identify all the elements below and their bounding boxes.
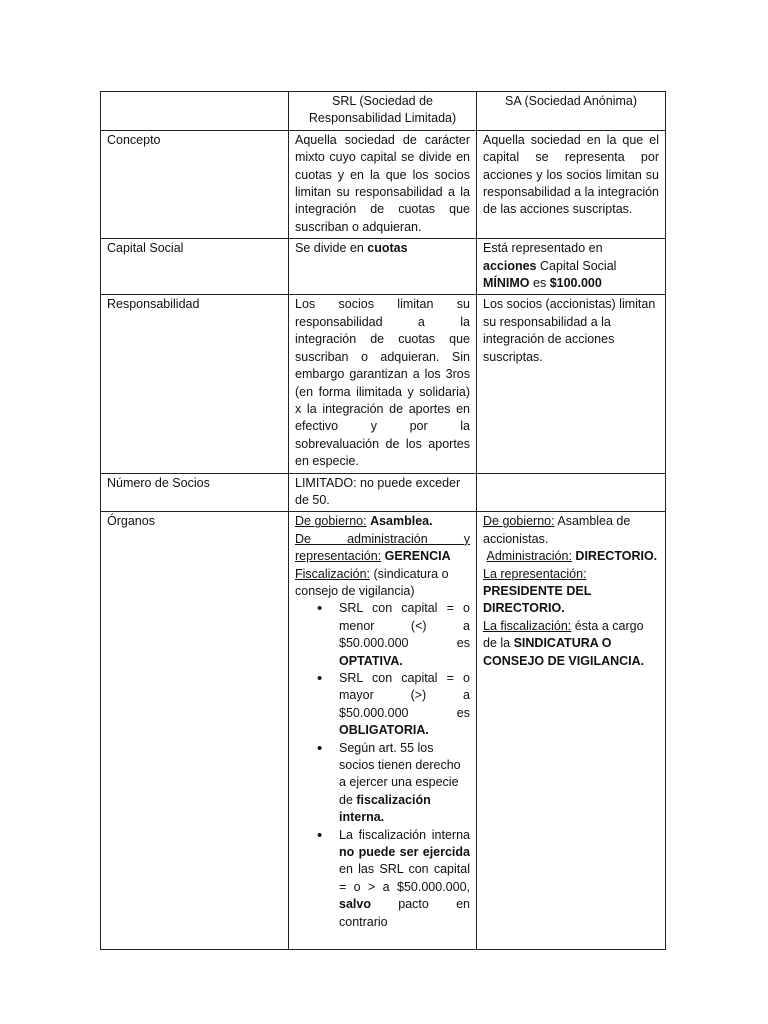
row-label-concepto: Concepto xyxy=(101,130,289,238)
table-row-organos xyxy=(101,512,666,950)
list-item xyxy=(339,670,470,740)
sa-representacion-label: La representación: xyxy=(483,566,587,581)
capital-sa xyxy=(477,239,666,295)
sa-fiscalizacion-label: La fiscalización: xyxy=(483,618,572,633)
row-label-socios: Número de Socios xyxy=(101,473,289,512)
header-cell-empty xyxy=(101,92,289,131)
socios-srl: LIMITADO: no puede exceder de 50. xyxy=(289,473,477,512)
responsabilidad-srl: Los socios limitan su responsabilidad a la integración de cuotas que suscriban o adquieran. Sin embargo garantizan a los 3ros (en forma ilimitada y solidaria) x la integración de aportes en efectivo y por la sobrevaluación de los aportes en especie. xyxy=(289,295,477,473)
bullet3-bold: fiscalización interna. xyxy=(339,792,431,825)
list-item xyxy=(339,600,470,670)
sa-gobierno xyxy=(483,513,659,548)
bullet4-bold1: no puede ser ejercida xyxy=(339,845,470,860)
bullet1-bold: OPTATIVA. xyxy=(339,653,403,668)
bullet3-text: Según art. 55 los socios tienen derecho a ejercer una especie de xyxy=(339,740,461,807)
row-label-responsabilidad: Responsabilidad xyxy=(101,295,289,473)
list-item xyxy=(339,740,470,827)
capital-srl-bold: cuotas xyxy=(367,241,408,256)
sa-administracion-value: DIRECTORIO. xyxy=(575,549,658,564)
sa-gobierno-label: De gobierno: xyxy=(483,514,555,529)
concepto-sa: Aquella sociedad en la que el capital se representa por acciones y los socios limitan su responsabilidad a la integración de las acciones suscriptas. xyxy=(477,130,666,238)
organos-srl xyxy=(289,512,477,950)
row-label-capital: Capital Social xyxy=(101,239,289,295)
bullet2-text: SRL con capital = o mayor (>) a $50.000.000 es xyxy=(339,671,470,720)
list-item xyxy=(339,827,470,931)
responsabilidad-sa: Los socios (accionistas) limitan su responsabilidad a la integración de acciones suscriptas. xyxy=(477,295,666,473)
table-row-responsabilidad xyxy=(101,295,666,473)
capital-sa-bold3: $100.000 xyxy=(549,276,602,291)
header-srl: SRL (Sociedad de Responsabilidad Limitada) xyxy=(289,92,477,131)
sa-representacion xyxy=(483,566,659,618)
socios-sa xyxy=(477,473,666,512)
bullet4-text3: pacto en contrario xyxy=(339,897,470,929)
table-row-concepto xyxy=(101,130,666,238)
srl-gobierno-value: Asamblea. xyxy=(370,514,433,529)
sa-gobierno-text: Asamblea de accionistas. xyxy=(483,514,631,546)
capital-sa-text3: es xyxy=(529,276,547,291)
srl-administracion-value: GERENCIA xyxy=(384,549,451,564)
comparison-table xyxy=(100,91,666,950)
capital-sa-text2: Capital Social xyxy=(540,258,617,273)
row-label-organos: Órganos xyxy=(101,512,289,950)
capital-srl-text: Se divide en xyxy=(295,241,368,256)
srl-administracion xyxy=(295,531,470,566)
srl-fiscalizacion xyxy=(295,566,470,601)
sa-fiscalizacion xyxy=(483,618,659,670)
bullet4-text2: en las SRL con capital = o > a $50.000.000, xyxy=(339,862,470,894)
bullet2-bold: OBLIGATORIA. xyxy=(339,723,429,738)
bullet1-text: SRL con capital = o menor (<) a $50.000.000 es xyxy=(339,601,470,651)
sa-administracion xyxy=(483,548,659,565)
srl-administracion-label: De administración y representación: xyxy=(295,531,470,564)
table-row-socios xyxy=(101,473,666,512)
table-row-capital xyxy=(101,239,666,295)
srl-fiscalizacion-list xyxy=(295,600,470,931)
sa-fiscalizacion-value: SINDICATURA O CONSEJO DE VIGILANCIA. xyxy=(483,636,645,668)
organos-sa xyxy=(477,512,666,950)
capital-sa-bold2: MÍNIMO xyxy=(483,276,530,291)
concepto-srl: Aquella sociedad de carácter mixto cuyo capital se divide en cuotas y en la que los socios limitan su responsabilidad a la integración de cuotas que suscriban o adquieran. xyxy=(289,130,477,238)
sa-fiscalizacion-text: ésta a cargo de la xyxy=(483,618,644,651)
table-row-header xyxy=(101,92,666,131)
sa-administracion-label: Administración: xyxy=(486,549,572,564)
header-sa: SA (Sociedad Anónima) xyxy=(477,92,666,131)
srl-fiscalizacion-text: (sindicatura o consejo de vigilancia) xyxy=(295,566,449,598)
capital-sa-bold1: acciones xyxy=(483,258,537,273)
capital-sa-text1: Está representado en xyxy=(483,241,603,256)
sa-representacion-value: PRESIDENTE DEL DIRECTORIO. xyxy=(483,583,592,616)
capital-srl xyxy=(289,239,477,295)
bullet4-bold2: salvo xyxy=(339,897,371,912)
bullet4-text1: La fiscalización interna xyxy=(339,827,470,842)
srl-gobierno-label: De gobierno: xyxy=(295,514,367,529)
srl-fiscalizacion-label: Fiscalización: xyxy=(295,566,371,581)
srl-gobierno xyxy=(295,513,470,530)
